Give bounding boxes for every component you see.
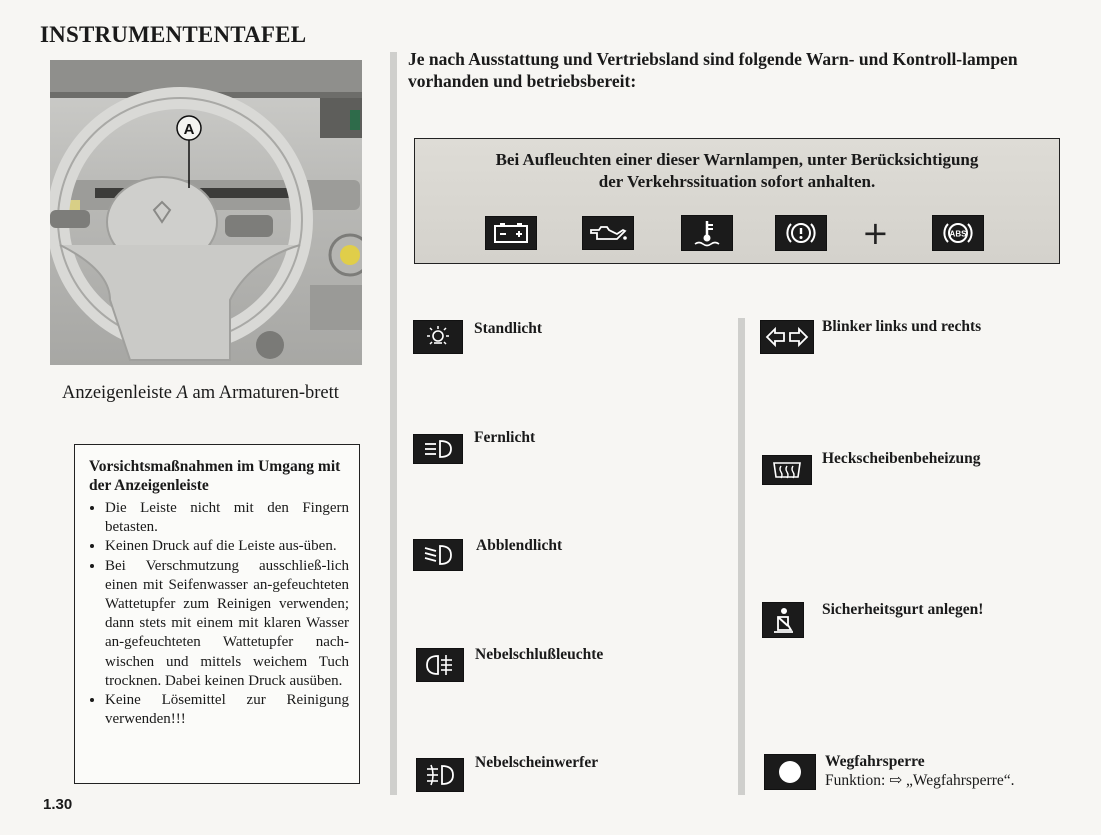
caution-item: • Die Leiste nicht mit den Fingern betasten. xyxy=(105,499,349,537)
warning-text xyxy=(415,149,1059,193)
turn-signal-icon xyxy=(760,320,814,354)
parking-light-icon xyxy=(413,320,463,354)
label-front-fog-light: Nebelscheinwerfer xyxy=(475,754,599,771)
coolant-temperature-icon xyxy=(681,215,733,251)
column-divider-2 xyxy=(738,318,745,795)
label-immobilizer: Wegfahrsperre xyxy=(825,753,925,770)
label-seatbelt: Sicherheitsgurt anlegen! xyxy=(822,601,984,618)
label-low-beam: Abblendlicht xyxy=(476,537,563,554)
high-beam-icon xyxy=(413,434,463,464)
abs-icon-text: ABS xyxy=(949,229,967,239)
label-high-beam: Fernlicht xyxy=(474,429,536,446)
photo-caption xyxy=(62,382,362,405)
abs-icon xyxy=(932,215,984,251)
dashboard-photo xyxy=(50,60,362,365)
brake-warning-icon xyxy=(775,215,827,251)
seatbelt-icon xyxy=(762,602,804,638)
rear-window-heating-icon xyxy=(762,455,812,485)
page-title: INSTRUMENTENTAFEL xyxy=(40,22,307,47)
front-fog-light-icon xyxy=(416,758,464,792)
callout-label: A xyxy=(183,121,195,138)
rear-fog-light-icon xyxy=(416,648,464,682)
caution-item: • Bei Verschmutzung ausschließ-lich einen mit Seifenwasser an-gefeuchteten Wattetupfer zum Reinigen verwenden; dann stets mit einem mit klaren Wasser an-gefeuchteten Wattetupfer nach-wischen und mittels weichem Tuch trocknen. Dabei keinen Druck ausüben. xyxy=(105,557,349,691)
caution-item: • Keinen Druck auf die Leiste aus-üben. xyxy=(105,537,349,556)
battery-icon xyxy=(485,216,537,250)
label-rear-window-heating: Heckscheibenbeheizung xyxy=(822,450,981,467)
caption-text-2: am Armaturen-brett xyxy=(192,383,339,403)
immobilizer-reference: Funktion: ⇨ „Wegfahrsperre“. xyxy=(825,772,1015,789)
warning-text-line-1: Bei Aufleuchten einer dieser Warnlampen, unter Berücksichtigung xyxy=(495,150,979,169)
caution-list xyxy=(89,499,349,729)
dashboard-illustration xyxy=(50,60,362,365)
low-beam-icon xyxy=(413,539,463,571)
page-number: 1.30 xyxy=(43,796,73,813)
caution-box xyxy=(74,444,360,784)
label-rear-fog-light: Nebelschlußleuchte xyxy=(475,646,604,663)
caption-text: Anzeigenleiste xyxy=(62,383,172,403)
caution-title: Vorsichtsmaßnahmen im Umgang mit der Anzeigenleiste xyxy=(89,458,341,494)
column-divider xyxy=(390,52,397,795)
warning-text-line-2: der Verkehrssituation sofort anhalten. xyxy=(598,172,876,191)
oil-pressure-icon xyxy=(582,216,634,250)
warning-box xyxy=(414,138,1060,264)
label-turn-signal: Blinker links und rechts xyxy=(822,318,982,335)
caution-item: • Keine Lösemittel zur Reinigung verwenden!!! xyxy=(105,691,349,729)
intro-text: Je nach Ausstattung und Vertriebsland sind folgende Warn- und Kontroll-lampen vorhanden und betriebsbereit: xyxy=(408,49,1018,91)
immobilizer-icon xyxy=(764,754,816,790)
caption-letter: A xyxy=(176,383,188,403)
plus-sign: + xyxy=(862,214,889,252)
label-parking-light: Standlicht xyxy=(474,320,543,337)
